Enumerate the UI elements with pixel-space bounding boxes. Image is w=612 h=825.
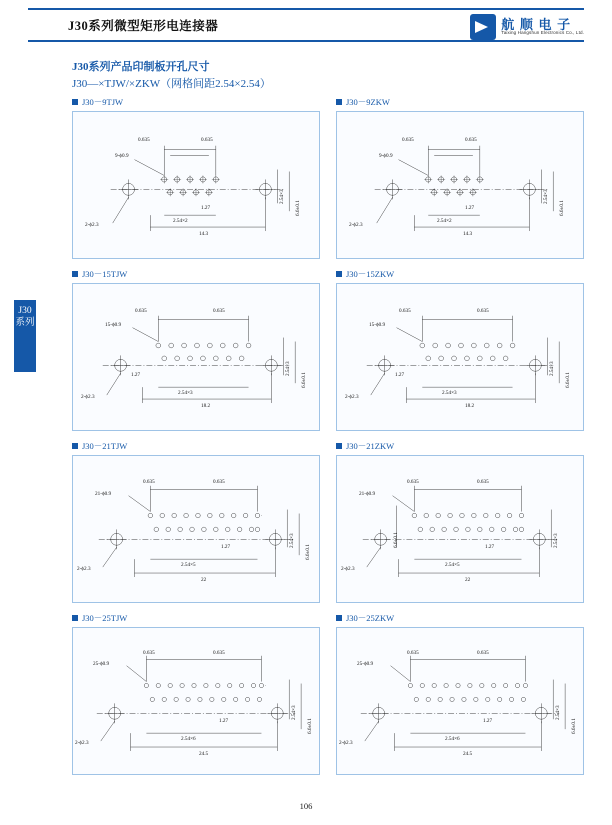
figure-label-0 [72,96,320,108]
figure-cell-6 [72,612,320,775]
dim-small: 1.27 [485,544,495,550]
dim-small: 1.27 [219,718,229,724]
dim-width: 24.5 [463,751,473,757]
dim-top-right: 0.635 [213,650,225,656]
pcb-hole-pattern-drawing [73,112,319,259]
mount-note: 2-ϕ2.3 [81,394,95,400]
figure-cell-7 [336,612,584,775]
series-side-tab [14,300,36,372]
page-title: J30系列微型矩形电连接器 [68,19,219,33]
flag-arrow-icon [470,14,496,40]
dim-top-right: 0.635 [477,650,489,656]
mount-note: 2-ϕ2.3 [349,222,363,228]
figure-label-text: J30－15ZKW [346,269,395,279]
figure-label-text: J30－15TJW [82,269,128,279]
figure-drawing-6 [72,627,320,775]
dim-top-left: 0.635 [143,479,155,485]
dim-small: 1.27 [221,544,231,550]
dim-small: 1.27 [395,372,405,378]
figure-label-1 [336,96,584,108]
dim-width: 18.2 [201,403,211,409]
dim-top-left: 0.635 [407,479,419,485]
hole-note: 9-ϕ0.9 [379,153,393,159]
section-title-line2: J30—×TJW/×ZKW（网格间距2.54×2.54） [72,78,271,90]
brand-logo [470,11,584,43]
square-bullet-icon [72,443,78,449]
square-bullet-icon [72,99,78,105]
dim-top-right: 0.635 [213,308,225,314]
pcb-hole-pattern-drawing [73,456,319,603]
figure-label-text: J30－25ZKW [346,613,395,623]
dim-top-right: 0.635 [201,137,213,143]
dim-right-v: 2.54×3 [555,705,561,720]
dim-top-left: 0.635 [143,650,155,656]
figure-label-text: J30－25TJW [82,613,128,623]
figure-label-3 [336,268,584,280]
dim-tol: 6.6±0.1 [571,718,577,734]
dim-tol: 6.6±0.1 [559,200,565,216]
figure-drawing-3 [336,283,584,431]
figure-label-6 [72,612,320,624]
square-bullet-icon [336,615,342,621]
hole-note: 25-ϕ0.9 [93,661,110,667]
dim-right-v: 2.54×3 [285,361,291,376]
dim-top-left: 0.635 [138,137,150,143]
dim-pitch: 2.54×2 [437,218,452,224]
mount-note: 2-ϕ2.3 [77,566,91,572]
figure-label-4 [72,440,320,452]
dim-tol: 6.6±0.1 [295,200,301,216]
dim-small: 1.27 [483,718,493,724]
dim-width: 14.3 [463,231,473,237]
dim-top-right: 0.635 [213,479,225,485]
hole-note: 21-ϕ0.9 [359,491,376,497]
square-bullet-icon [336,271,342,277]
square-bullet-icon [72,615,78,621]
figure-drawing-7 [336,627,584,775]
dim-top-left: 0.635 [402,137,414,143]
figure-drawing-2 [72,283,320,431]
dim-top-right: 0.635 [477,479,489,485]
figure-label-text: J30－9ZKW [346,97,390,107]
dim-pitch: 2.54×6 [181,736,196,742]
figure-row [72,440,584,603]
pcb-hole-pattern-drawing [337,456,583,603]
dim-width: 18.2 [465,403,475,409]
mount-note: 2-ϕ2.3 [75,740,89,746]
dim-tol: 6.6±0.1 [393,532,399,548]
pcb-hole-pattern-drawing [337,628,583,775]
brand-name-cn: 航 顺 电 子 [501,16,572,32]
brand-text [501,18,584,36]
side-tab-line1: J30 [18,306,32,316]
hole-note: 9-ϕ0.9 [115,153,129,159]
dim-width: 22 [465,577,471,583]
mount-note: 2-ϕ2.3 [85,222,99,228]
dim-top-left: 0.635 [135,308,147,314]
figure-drawing-1 [336,111,584,259]
dim-tol: 6.6±0.1 [307,718,313,734]
dim-pitch: 2.54×5 [181,562,196,568]
figure-row [72,268,584,431]
hole-note: 15-ϕ0.9 [369,322,386,328]
figure-cell-2 [72,268,320,431]
dim-tol: 6.6±0.1 [565,372,571,388]
dim-pitch: 2.54×6 [445,736,460,742]
figure-label-text: J30－9TJW [82,97,124,107]
dim-tol: 6.6±0.1 [305,544,311,560]
dim-top-right: 0.635 [477,308,489,314]
square-bullet-icon [336,443,342,449]
hole-note: 21-ϕ0.9 [95,491,112,497]
dim-right-v: 2.54×3 [291,705,297,720]
figure-label-text: J30－21TJW [82,441,128,451]
figure-row [72,612,584,775]
hole-note: 25-ϕ0.9 [357,661,374,667]
dim-pitch: 2.54×3 [442,390,457,396]
figure-cell-0 [72,96,320,259]
side-tab-line2: 系列 [15,317,35,328]
dim-width: 24.5 [199,751,209,757]
dim-right-v: 2.54×3 [543,189,549,204]
dim-pitch: 2.54×2 [173,218,188,224]
mount-note: 2-ϕ2.3 [345,394,359,400]
pcb-hole-pattern-drawing [73,628,319,775]
page-header [28,8,584,42]
square-bullet-icon [72,271,78,277]
figure-label-5 [336,440,584,452]
dim-top-left: 0.635 [407,650,419,656]
square-bullet-icon [336,99,342,105]
dim-top-right: 0.635 [465,137,477,143]
figure-cell-3 [336,268,584,431]
figure-drawing-0 [72,111,320,259]
figure-drawing-4 [72,455,320,603]
dim-tol: 6.6±0.1 [301,372,307,388]
figure-label-2 [72,268,320,280]
figure-grid [72,96,584,784]
mount-note: 2-ϕ2.3 [341,566,355,572]
dim-right-v: 2.54×3 [289,533,295,548]
figure-row [72,96,584,259]
figure-drawing-5 [336,455,584,603]
figure-label-text: J30－21ZKW [346,441,395,451]
figure-cell-5 [336,440,584,603]
mount-note: 2-ϕ2.3 [339,740,353,746]
dim-right-v: 2.54×3 [549,361,555,376]
pcb-hole-pattern-drawing [73,284,319,431]
section-title-line1: J30系列产品印制板开孔尺寸 [72,61,210,73]
dim-small: 1.27 [465,205,475,211]
dim-right-v: 2.54×3 [279,189,285,204]
hole-note: 15-ϕ0.9 [105,322,122,328]
pcb-hole-pattern-drawing [337,112,583,259]
dim-pitch: 2.54×3 [178,390,193,396]
brand-name-en: Taixing Hangshun Electronics Co., Ltd. [501,30,584,36]
dim-small: 1.27 [131,372,141,378]
dim-right-v: 2.54×3 [553,533,559,548]
dim-width: 22 [201,577,207,583]
figure-cell-1 [336,96,584,259]
dim-top-left: 0.635 [399,308,411,314]
dim-small: 1.27 [201,205,211,211]
pcb-hole-pattern-drawing [337,284,583,431]
figure-cell-4 [72,440,320,603]
dim-pitch: 2.54×5 [445,562,460,568]
page-number: 106 [299,801,313,811]
dim-width: 14.3 [199,231,209,237]
figure-label-7 [336,612,584,624]
